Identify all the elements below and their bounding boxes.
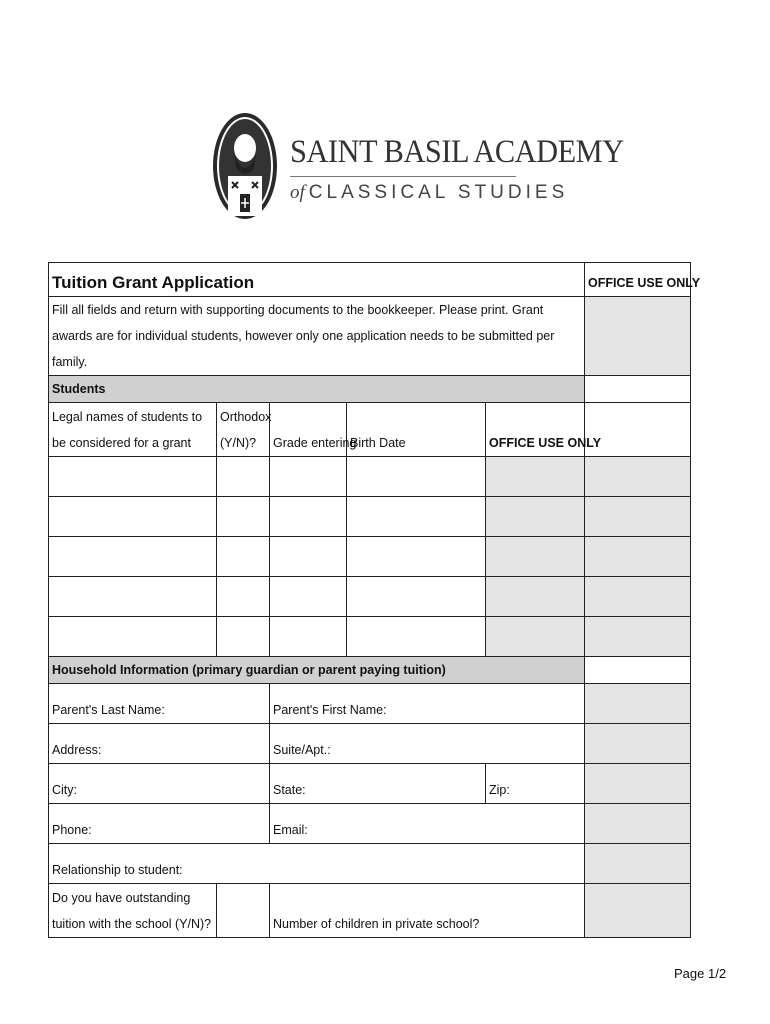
- office-use-cell: [585, 724, 691, 764]
- office-use-cell: [486, 537, 585, 577]
- student-name-field[interactable]: [49, 577, 217, 617]
- student-row: [49, 577, 691, 617]
- birth-date-column-header: Birth Date: [347, 403, 486, 457]
- logo-subtitle-prefix: of: [290, 182, 305, 203]
- students-section-header: Students: [49, 376, 585, 403]
- form-instructions: Fill all fields and return with supporting documents to the bookkeeper. Please print. Grant awards are for individual students, however only one application needs to be submitted per family.: [49, 297, 585, 376]
- tuition-grant-form: [48, 262, 701, 938]
- grade-column-header: Grade entering: [270, 403, 347, 457]
- office-use-cell: [585, 884, 691, 938]
- suite-apt-field[interactable]: Suite/Apt.:: [270, 724, 585, 764]
- logo-title: SAINT BASIL ACADEMY: [290, 134, 624, 170]
- birth-date-field[interactable]: [347, 457, 486, 497]
- office-use-cell: [585, 684, 691, 724]
- student-row: [49, 617, 691, 657]
- student-names-column-header: Legal names of students to be considered for a grant: [49, 403, 217, 457]
- office-use-cell: [585, 657, 691, 684]
- office-use-header: OFFICE USE ONLY: [585, 263, 691, 297]
- office-use-cell: [585, 457, 691, 497]
- logo-subtitle: [290, 182, 568, 204]
- orthodox-field[interactable]: [217, 617, 270, 657]
- saint-basil-icon: [210, 110, 280, 222]
- city-field[interactable]: City:: [49, 764, 270, 804]
- grade-field[interactable]: [270, 497, 347, 537]
- school-logo: [210, 110, 624, 225]
- office-use-cell: [585, 617, 691, 657]
- logo-subtitle-text: CLASSICAL STUDIES: [308, 182, 569, 203]
- zip-field[interactable]: Zip:: [486, 764, 585, 804]
- grade-field[interactable]: [270, 617, 347, 657]
- student-name-field[interactable]: [49, 497, 217, 537]
- student-row: [49, 497, 691, 537]
- office-use-cell: [486, 617, 585, 657]
- email-field[interactable]: Email:: [270, 804, 585, 844]
- office-use-cell: [585, 804, 691, 844]
- logo-divider: [290, 176, 516, 177]
- phone-field[interactable]: Phone:: [49, 804, 270, 844]
- birth-date-field[interactable]: [347, 577, 486, 617]
- relationship-field[interactable]: Relationship to student:: [49, 844, 585, 884]
- office-use-cell: [585, 764, 691, 804]
- outstanding-tuition-label: Do you have outstanding tuition with the school (Y/N)?: [49, 884, 217, 938]
- parent-first-name-field[interactable]: Parent's First Name:: [270, 684, 585, 724]
- office-use-cell: [585, 376, 691, 403]
- page-number: Page 1/2: [674, 966, 727, 981]
- orthodox-field[interactable]: [217, 457, 270, 497]
- student-name-field[interactable]: [49, 617, 217, 657]
- office-use-cell: [486, 457, 585, 497]
- office-use-cell: [486, 577, 585, 617]
- office-use-cell: [585, 497, 691, 537]
- birth-date-field[interactable]: [347, 497, 486, 537]
- student-name-field[interactable]: [49, 537, 217, 577]
- student-row: [49, 457, 691, 497]
- office-use-column-header: OFFICE USE ONLY: [486, 403, 585, 457]
- state-field[interactable]: State:: [270, 764, 486, 804]
- birth-date-field[interactable]: [347, 537, 486, 577]
- orthodox-field[interactable]: [217, 577, 270, 617]
- address-field[interactable]: Address:: [49, 724, 270, 764]
- household-section-header: Household Information (primary guardian or parent paying tuition): [49, 657, 585, 684]
- office-use-cell: [585, 577, 691, 617]
- office-use-cell: [585, 297, 691, 376]
- grade-field[interactable]: [270, 577, 347, 617]
- student-name-field[interactable]: [49, 457, 217, 497]
- parent-last-name-field[interactable]: Parent's Last Name:: [49, 684, 270, 724]
- orthodox-field[interactable]: [217, 537, 270, 577]
- grade-field[interactable]: [270, 537, 347, 577]
- orthodox-field[interactable]: [217, 497, 270, 537]
- orthodox-column-header: Orthodox (Y/N)?: [217, 403, 270, 457]
- student-row: [49, 537, 691, 577]
- office-use-cell: [486, 497, 585, 537]
- outstanding-tuition-field[interactable]: [217, 884, 270, 938]
- office-use-cell: [585, 537, 691, 577]
- office-use-cell: [585, 844, 691, 884]
- form-title: Tuition Grant Application: [49, 263, 585, 297]
- children-private-school-field[interactable]: Number of children in private school?: [270, 884, 585, 938]
- grade-field[interactable]: [270, 457, 347, 497]
- birth-date-field[interactable]: [347, 617, 486, 657]
